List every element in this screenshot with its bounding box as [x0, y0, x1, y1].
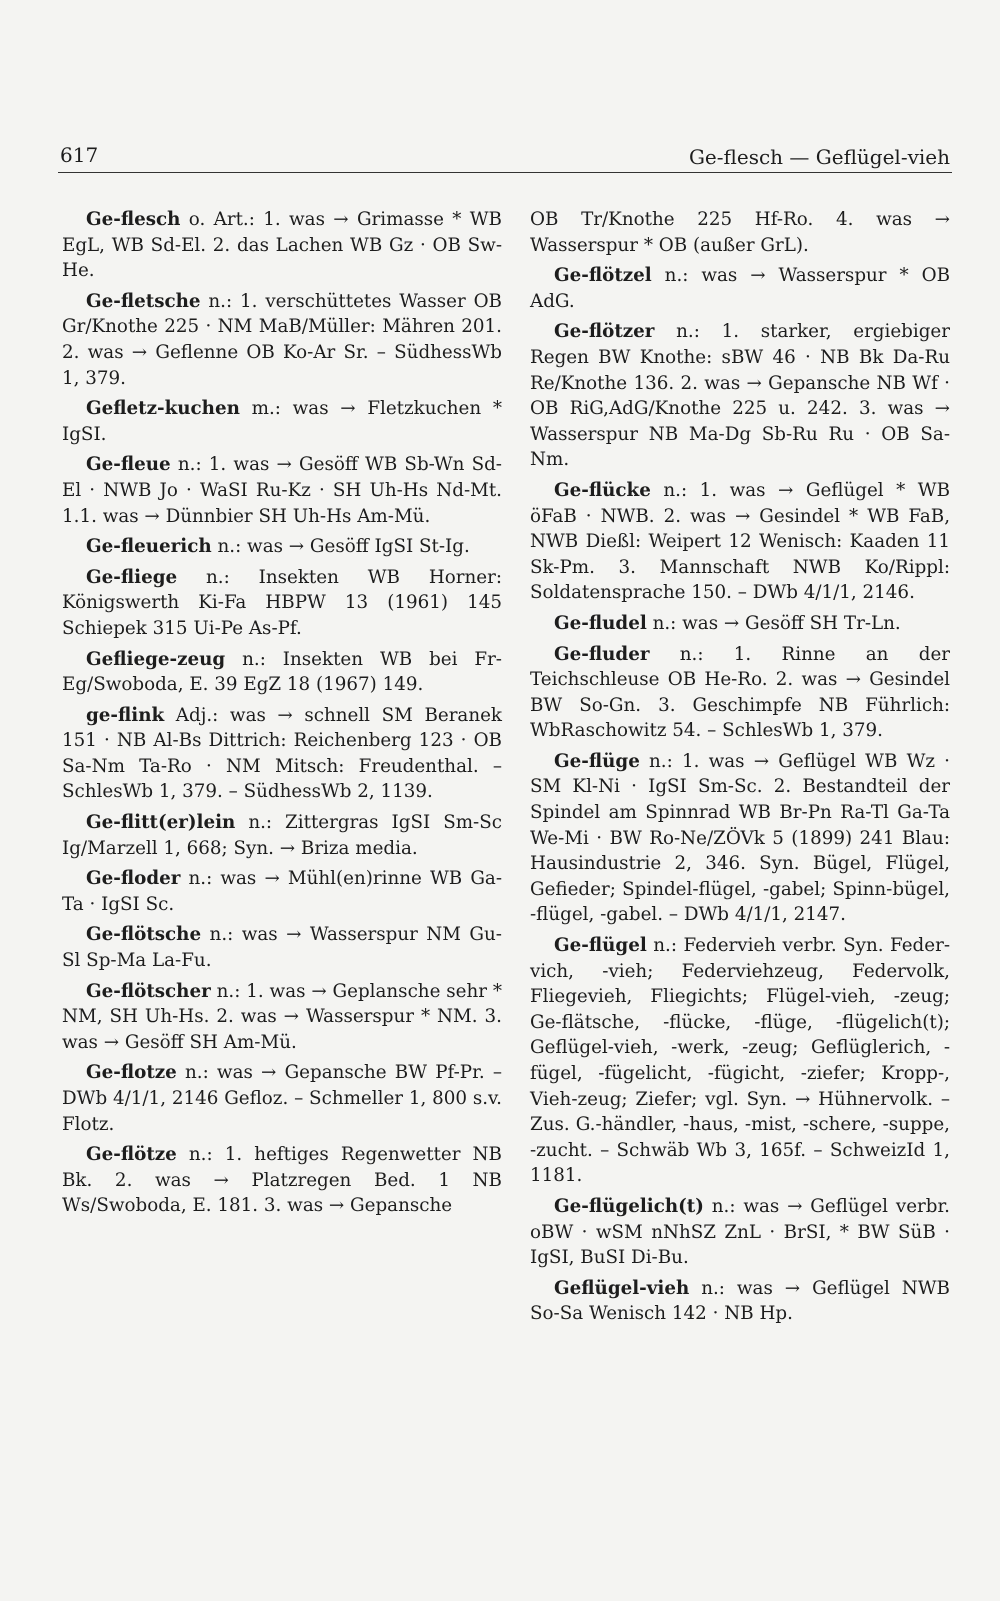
- entry-text: Adj.: was → schnell SM Beranek 151 · NB Al-Bs Dittrich: Reichenberg 123 · OB Sa-Nm Ta-Ro · NM Mitsch: Freudenthal. – SchlesWb 1, 379. – SüdhessWb 2, 1139.: [62, 704, 502, 803]
- entry-headword: Ge-flügel: [554, 935, 647, 957]
- entry-headword: Ge-fludel: [554, 612, 647, 634]
- dictionary-entry: [530, 1276, 950, 1327]
- entry-headword: Ge-fliege: [86, 566, 178, 588]
- dictionary-entry: [530, 478, 950, 606]
- dictionary-entry: [62, 289, 502, 391]
- dictionary-entry: [530, 933, 950, 1189]
- entry-text: n.: Zittergras IgSI Sm-Sc Ig/Marzell 1, 668; Syn. → Briza media.: [62, 812, 502, 859]
- dictionary-entry: [62, 810, 502, 861]
- entry-text: n.: was → Geflügel verbr. oBW · wSM nNhSZ ZnL · BrSI, * BW SüB · IgSI, BuSI Di-Bu.: [530, 1195, 950, 1269]
- dictionary-entry: [62, 534, 502, 560]
- dictionary-entry: [62, 1060, 502, 1137]
- dictionary-entry: [530, 207, 950, 258]
- entry-text: n.: 1. was → Geplansche sehr * NM, SH Uh-Hs. 2. was → Wasserspur * NM. 3. was → Gesöff SH Am-Mü.: [62, 980, 502, 1053]
- entry-text: n.: 1. was → Geflügel * WB öFaB · NWB. 2. was → Gesindel * WB FaB, NWB Dießl: Weipert 12 Wenisch: Kaaden 11 Sk-Pm. 3. Mannschaft NWB Ko/Rippl: Soldatensprache 150. – DWb 4/1/1, 2146.: [530, 479, 950, 604]
- header-rule: [58, 172, 952, 173]
- dictionary-entry: [62, 207, 502, 284]
- dictionary-entry: [62, 1142, 502, 1219]
- entry-headword: Gefliege-zeug: [86, 648, 226, 670]
- entry-text: n.: Insekten WB Horner: Königswerth Ki-Fa HBPW 13 (1961) 145 Schiepek 315 Ui-Pe As-Pf.: [62, 566, 502, 639]
- entry-headword: Ge-flötze: [86, 1144, 177, 1166]
- dictionary-entry: [62, 922, 502, 973]
- dictionary-entry: [62, 452, 502, 529]
- entry-headword: Ge-flücke: [554, 479, 651, 501]
- entry-headword: Ge-flitt(er)lein: [86, 812, 236, 834]
- entry-text: m.: was → Fletzkuchen * IgSI.: [62, 398, 502, 445]
- entry-text: n.: 1. heftiges Regenwetter NB Bk. 2. was → Platzregen Bed. 1 NB Ws/Swoboda, E. 181. 3. was → Gepansche: [62, 1144, 502, 1217]
- entry-headword: Ge-flügelich(t): [554, 1195, 704, 1217]
- entry-headword: Ge-flötzel: [554, 265, 652, 287]
- entry-text: n.: was → Geflügel NWB So-Sa Wenisch 142 · NB Hp.: [530, 1277, 950, 1325]
- dictionary-entry: [530, 642, 950, 744]
- dictionary-entry: [62, 647, 502, 698]
- entry-headword: Ge-flüge: [554, 750, 640, 772]
- entry-text: n.: 1. was → Geflügel WB Wz · SM Kl-Ni · IgSI Sm-Sc. 2. Bestandteil der Spindel am Spinnrad WB Br-Pn Ra-Tl Ga-Ta We-Mi · BW Ro-Ne/ZÖVk 5 (1899) 241 Blau: Hausindustrie 2, 346. Syn. Bügel, Flügel, Gefieder; Spindel-flügel, -gabel; Spinn-bügel, -flügel, -gabel. – DWb 4/1/1, 2147.: [530, 750, 950, 926]
- running-title: Ge-flesch — Geflügel-vieh: [688, 145, 950, 169]
- entry-text: n.: was → Mühl(en)rinne WB Ga-Ta · IgSI Sc.: [62, 868, 502, 915]
- dictionary-entry: [62, 979, 502, 1056]
- entry-headword: Ge-fluder: [554, 643, 650, 665]
- dictionary-entry: [530, 263, 950, 314]
- dictionary-entry: [62, 866, 502, 917]
- entry-text: n.: was → Wasserspur * OB AdG.: [530, 265, 950, 312]
- dictionary-entry: [62, 565, 502, 642]
- entry-text: n.: 1. starker, ergiebiger Regen BW Knothe: sBW 46 · NB Bk Da-Ru Re/Knothe 136. 2. was → Gepansche NB Wf · OB RiG,AdG/Knothe 225 u. 242. 3. was → Wasserspur NB Ma-Dg Sb-Ru Ru · OB Sa-Nm.: [530, 321, 950, 471]
- entry-text: n.: Insekten WB bei Fr-Eg/Swoboda, E. 39 EgZ 18 (1967) 149.: [62, 648, 502, 696]
- entry-headword: Ge-flötscher: [86, 980, 211, 1002]
- dictionary-entry: [62, 396, 502, 447]
- entry-text: n.: 1. Rinne an der Teichschleuse OB He-Ro. 2. was → Gesindel BW So-Gn. 3. Geschimpfe NB Führlich: WbRaschowitz 54. – SchlesWb 1, 379.: [530, 643, 950, 742]
- entry-text: n.: was → Gesöff SH Tr-Ln.: [646, 612, 901, 634]
- entry-text: n.: 1. verschüttetes Wasser OB Gr/Knothe 225 · NM MaB/Müller: Mähren 201. 2. was → Geflenne OB Ko-Ar Sr. – SüdhessWb 1, 379.: [62, 290, 502, 389]
- dictionary-entry: [530, 1194, 950, 1271]
- entry-headword: Gefletz-kuchen: [86, 398, 240, 420]
- entry-headword: Ge-flötzer: [554, 321, 655, 343]
- dictionary-entry: [62, 703, 502, 805]
- entry-headword: Ge-flotze: [86, 1062, 177, 1084]
- entry-text: o. Art.: 1. was → Grimasse * WB EgL, WB Sd-El. 2. das Lachen WB Gz · OB Sw-He.: [62, 209, 502, 282]
- entry-headword: Ge-fletsche: [86, 290, 201, 312]
- dictionary-entry: [530, 749, 950, 928]
- left-column: [62, 207, 502, 1224]
- right-column: [530, 207, 950, 1332]
- dictionary-entry: [530, 611, 950, 637]
- dictionary-entry: [530, 319, 950, 473]
- entry-headword: Ge-flesch: [86, 209, 181, 230]
- entry-text: n.: 1. was → Gesöff WB Sb-Wn Sd-El · NWB Jo · WaSI Ru-Kz · SH Uh-Hs Nd-Mt. 1.1. was → Dünnbier SH Uh-Hs Am-Mü.: [62, 454, 502, 527]
- entry-text: n.: Federvieh verbr. Syn. Feder-vich, -vieh; Federviehzeug, Federvolk, Fliegevieh, Fliegichts; Flügel-vieh, -zeug; Ge-flätsche, -flücke, -flüge, -flügelich(t); Geflügel-vieh, -werk, -zeug; Geflüglerich, -fügel, -fügelicht, -fügicht, -ziefer; Kropp-, Vieh-zeug; Ziefer; vgl. Syn. → Hühnervolk. – Zus. G.-händler, -haus, -mist, -schere, -suppe, -zucht. – Schwäb Wb 3, 165f. – SchweizId 1, 1181.: [530, 935, 950, 1187]
- entry-text: n.: was → Gepansche BW Pf-Pr. – DWb 4/1/1, 2146 Gefloz. – Schmeller 1, 800 s.v. Flotz.: [62, 1062, 502, 1135]
- entry-headword: ge-flink: [86, 704, 165, 726]
- entry-headword: Ge-flötsche: [86, 924, 202, 946]
- entry-headword: Ge-fleuerich: [86, 536, 212, 558]
- entry-headword: Geflügel-vieh: [554, 1277, 690, 1299]
- entry-text: n.: was → Gesöff IgSI St-Ig.: [211, 536, 470, 558]
- entry-headword: Ge-fleue: [86, 454, 171, 476]
- entry-text: OB Tr/Knothe 225 Hf-Ro. 4. was → Wasserspur * OB (außer GrL).: [530, 209, 950, 256]
- entry-headword: Ge-floder: [86, 868, 181, 890]
- page-number: 617: [60, 143, 99, 167]
- entry-text: n.: was → Wasserspur NM Gu-Sl Sp-Ma La-Fu.: [62, 924, 502, 972]
